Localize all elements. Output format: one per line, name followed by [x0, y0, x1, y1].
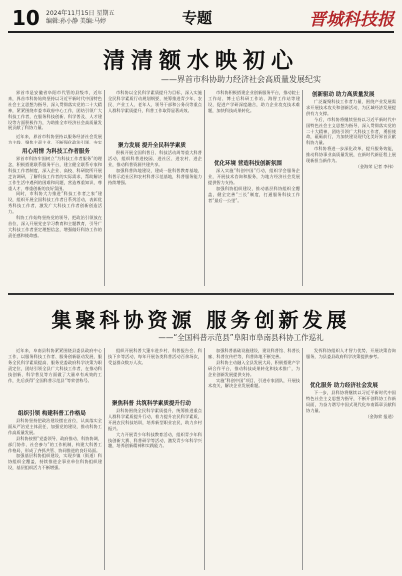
- paragraph: 深入实施“科创中国”行动，组织学会服务企业，开展技术咨询和服务，为地方经济社会发展提供智力支持。: [208, 168, 300, 185]
- masthead-rule: [8, 31, 394, 33]
- bottom-subheadline: ——“全国科普示范县”阜阳市阜南县科协工作巡礼: [158, 333, 324, 342]
- paragraph: 界首市科协牢固树立“为科技工作者服务”的理念，积极搭建联系服务平台，建立健全联系专家和科技工作者制度，深入企业、高校、科研院所开展走访调研，了解科技工作者的实际需求，帮助解决工作生活中遇到的困难和问题，营造尊重知识、尊重人才、尊重创新的良好氛围。: [8, 156, 102, 191]
- top-col-4-body: [306, 99, 396, 289]
- bottom-col-1-intro: [8, 348, 102, 406]
- top-col-2-intro: [108, 90, 202, 138]
- paragraph: 市科协将进一步深化改革，提升服务效能，推动科协事业高质量发展，在新时代新征程上展现新担当新作为。: [306, 146, 396, 164]
- date-line: 2024年11月15日 星期五: [46, 10, 115, 17]
- page-number: 10: [12, 6, 40, 30]
- bottom-subhead-3: 优化服务 助力经济社会发展: [310, 383, 378, 389]
- masthead: [6, 4, 396, 32]
- paragraph: 发挥科协组织人才智力优势，开展决策咨询服务，为县委县政府科学决策提供参考。: [306, 348, 396, 359]
- column-divider: [204, 90, 205, 286]
- top-subhead-4: 创新驱动 助力高质量发展: [312, 92, 375, 98]
- column-divider: [204, 348, 205, 570]
- paragraph: 大力开展青少年科技教育活动，组织青少年科技创新大赛、科普研学等活动，激发青少年科学兴趣，培养创新精神和实践能力。: [108, 431, 202, 449]
- paragraph: 实施“科创中国”项目，引进专家团队，开展技术攻关，解决企业发展难题。: [208, 377, 300, 389]
- bottom-headline: 集聚科协资源 服务创新发展: [51, 308, 351, 332]
- section-title: 专题: [182, 9, 213, 27]
- bottom-col-2-body: [108, 408, 202, 570]
- bottom-subhead-1: 组织引领 构建科普工作格局: [18, 411, 86, 417]
- column-divider: [104, 348, 105, 570]
- paragraph: 同时，市科协大力推进“科技工作者之家”建设，组织开展全国科技工作者日系列活动，表彰优秀科技工作者，激发广大科技工作者创新创造活力。: [8, 191, 102, 215]
- top-headline: 清清额水映初心: [102, 48, 299, 74]
- column-divider: [104, 90, 105, 286]
- paragraph: 县科协主动融入全县发展大局，积极搭建产学研合作平台，推动科技成果转化和技术推广，为企业创新发展提供支持。: [208, 359, 300, 377]
- top-col-3-body: [208, 168, 300, 288]
- bottom-col-4-intro: [306, 348, 396, 376]
- bottom-col-3-body: [208, 348, 300, 570]
- top-subheadline: ——界首市科协助力经济社会高质量发展纪实: [161, 75, 321, 84]
- byline: （金海荣 记者 李伟）: [355, 163, 396, 169]
- article-separator: [8, 293, 394, 295]
- paragraph: 加强科协组织建设，推动基层科协组织全覆盖，健全完善“三长”制度，打通服务科技工作者“最后一公里”。: [208, 185, 300, 203]
- paragraph: 加强基层科协组织建设，实现乡镇（街道）科协组织全覆盖，持续推进企事业单位科协组织建设，基层组织活力不断增强。: [8, 453, 102, 471]
- byline: （金海荣 报道）: [365, 413, 396, 419]
- top-col-1-body: [8, 156, 102, 288]
- paragraph: 组织开展科普大篷车进乡村、科普报告会、科技下乡等活动，每年开展各类科普活动百余场次，受益群众数万人次。: [108, 348, 202, 365]
- paragraph: 今后，市科协将继续坚持以习近平新时代中国特色社会主义思想为指导，深入贯彻落实党的二十大精神，团结引领广大科技工作者，勇担使命，砥砺前行，为加快建设现代化美好界首贡献科协力量。: [306, 116, 396, 146]
- paragraph: 界首市是安徽省阜阳市代管的县级市，近年来，界首市科协始终坚持以习近平新时代中国特色社会主义思想为指导，深入贯彻落实党的二十大精神，紧紧围绕市委市政府中心工作，团结引领广大科技工作者，在服务科技创新、科学普及、人才建设等方面积极作为，为助推全市经济社会高质量发展贡献了科协力量。: [8, 90, 102, 131]
- brand-logo: 晋城科技报: [309, 10, 394, 30]
- bottom-col-1-body: [8, 418, 102, 570]
- paragraph: 近年来，界首市科协坚持以服务经济社会发展为主线，聚焦主责主业，不断强化政治引领，夯实: [8, 134, 102, 144]
- top-subhead-2: 聚力发展 提升全民科学素质: [118, 143, 186, 149]
- column-divider: [302, 90, 303, 286]
- bottom-subhead-2: 聚焦科普 共筑科学素质提升行动: [112, 401, 191, 407]
- paragraph: 加强科普基础设施建设，建设科普馆、科普长廊、科普宣传栏等，科普阵地不断完善。: [208, 348, 300, 359]
- paragraph: 积极开展全国科普日、科技活动周等重大科普活动，组织科普进校园、进社区、进农村、进企业，推动科普资源共建共享。: [108, 150, 202, 167]
- editor-line: 编辑:孙小静 美编:马婷: [46, 18, 106, 25]
- paragraph: 市科协以全民科学素质提升为目标，深入实施全民科学素质行动规划纲要，统筹推进青少年、农民、产业工人、老年人、领导干部和公务员等重点人群科学素质提升，科普工作取得显著成效。: [108, 90, 202, 113]
- top-col-1-more: [8, 134, 102, 144]
- top-subhead-3: 优化环境 营造科技创新氛围: [214, 161, 282, 167]
- top-col-1-intro: [8, 90, 102, 134]
- paragraph: 加强科普阵地建设，建成一批科普教育基地、科普示范社区和农村科普示范基地，科普服务能力持续增强。: [108, 167, 202, 185]
- top-col-2-body: [108, 150, 202, 288]
- paragraph: 近年来，阜南县科协紧紧围绕县委县政府中心工作，以服务科技工作者、服务创新驱动发展、服务全民科学素质提高、服务党委政府科学决策为职责定位，团结引领全县广大科技工作者，在推动科技创新、科学普及等方面做了大量卓有成效的工作，先后获得“全国科普示范县”等荣誉称号。: [8, 348, 102, 383]
- top-col-3-intro: [208, 90, 300, 156]
- bottom-col-4-body: [306, 390, 396, 570]
- paragraph: 县科协围绕全民科学素质提升，统筹推进重点人群科学素质提升行动，着力提升农民科学素质，开展农民科技培训，培养新型职业农民，助力乡村振兴。: [108, 408, 202, 431]
- paragraph: 科协工作始终坚持党的领导，把政治引领放在首位，深入开展党史学习教育和主题教育，引导广大科技工作者坚定理想信念，增强做好科协工作的责任感和使命感。: [8, 215, 102, 238]
- paragraph: 县科协按照“党委领导、政府推动、科协协调、部门协作、社会参与”的工作机制，构建大科普工作格局，形成了齐抓共管、协同推进的良好局面。: [8, 435, 102, 453]
- paragraph: 市科协积极搭建企业创新服务平台，推动院士工作站、博士后科研工作站、海智工作站等建设，促进产学研深度融合，助力企业攻克技术难题，加快科技成果转化。: [208, 90, 300, 113]
- paragraph: 广泛凝聚科技工作者力量，围绕产业发展需求开展技术攻关和创新活动，为区域经济发展提供有力支撑。: [306, 99, 396, 116]
- paragraph: 下一步，县科协将继续以习近平新时代中国特色社会主义思想为指导，不断开创科协工作新局面，为奋力谱写中国式现代化阜南篇章贡献科协力量。: [306, 390, 396, 413]
- column-divider: [302, 348, 303, 570]
- top-subhead-1: 用心用情 为科技工作者服务: [22, 149, 90, 155]
- paragraph: 县科协坚持把政治建设摆在首位，认真落实全面从严治党主体责任，加强党的建设，推动科协工作高质量发展。: [8, 418, 102, 435]
- bottom-col-2-intro: [108, 348, 202, 396]
